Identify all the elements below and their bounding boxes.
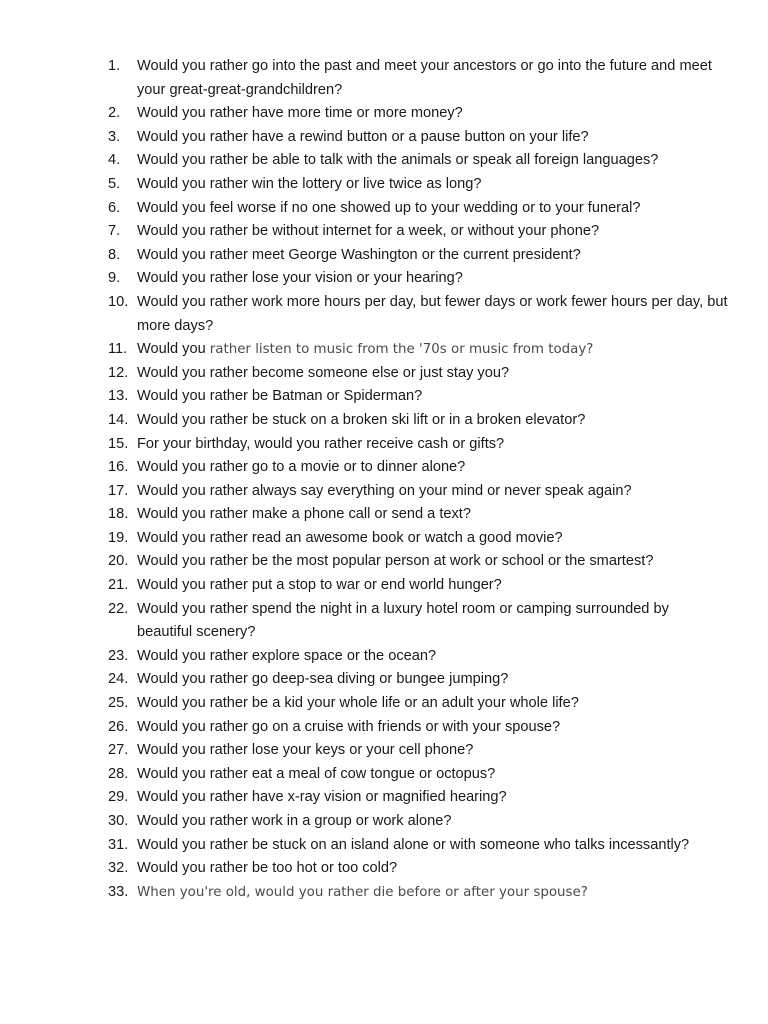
item-text: Would you rather go on a cruise with friends or with your spouse? bbox=[137, 718, 561, 735]
item-number: 22. bbox=[108, 600, 129, 617]
list-item bbox=[108, 126, 728, 150]
item-number: 26. bbox=[108, 718, 129, 735]
item-number: 10. bbox=[108, 293, 129, 310]
item-number: 23. bbox=[108, 647, 129, 664]
list-item bbox=[108, 527, 728, 551]
item-text: Would you rather read an awesome book or watch a good movie? bbox=[137, 529, 563, 546]
item-text: For your birthday, would you rather receive cash or gifts? bbox=[137, 435, 505, 452]
item-number: 19. bbox=[108, 529, 129, 546]
item-number: 12. bbox=[108, 364, 129, 381]
item-text: Would you rather explore space or the ocean? bbox=[137, 647, 437, 664]
item-text: Would you rather be without internet for a week, or without your phone? bbox=[137, 223, 600, 240]
list-item bbox=[108, 244, 728, 268]
item-text: Would you rather be Batman or Spiderman? bbox=[137, 388, 423, 405]
list-item bbox=[108, 645, 728, 669]
item-number: 32. bbox=[108, 860, 129, 877]
list-item bbox=[108, 716, 728, 740]
item-text: Would you rather work in a group or work alone? bbox=[137, 813, 452, 829]
list-item bbox=[108, 456, 728, 480]
list-item bbox=[108, 763, 728, 787]
item-text: Would you rather win the lottery or live twice as long? bbox=[137, 175, 482, 192]
list-item bbox=[108, 881, 728, 905]
item-number: 20. bbox=[108, 553, 129, 570]
list-item bbox=[108, 385, 728, 409]
item-number: 27. bbox=[108, 742, 129, 759]
item-number: 11. bbox=[108, 341, 128, 358]
list-item bbox=[108, 362, 728, 386]
item-text: Would you rather eat a meal of cow tongue or octopus? bbox=[137, 765, 496, 782]
item-text-part-alt-font: rather listen to music from the '70s or music from today? bbox=[209, 342, 594, 358]
item-number: 14. bbox=[108, 411, 129, 428]
item-number: 1. bbox=[108, 58, 121, 74]
list-item bbox=[108, 267, 728, 291]
item-number: 33. bbox=[108, 883, 129, 900]
item-number: 16. bbox=[108, 459, 129, 476]
item-text: Would you rather be the most popular person at work or school or the smartest? bbox=[137, 553, 654, 570]
list-item bbox=[108, 739, 728, 763]
item-text bbox=[137, 341, 593, 357]
item-number: 5. bbox=[108, 175, 121, 192]
item-text: Would you rather be stuck on a broken ski lift or in a broken elevator? bbox=[137, 411, 586, 428]
list-item bbox=[108, 102, 728, 126]
question-list bbox=[108, 55, 728, 904]
item-text: Would you rather make a phone call or send a text? bbox=[137, 506, 471, 523]
item-text: Would you rather lose your vision or your hearing? bbox=[137, 270, 463, 287]
list-item bbox=[108, 598, 728, 645]
item-number: 31. bbox=[108, 836, 129, 853]
list-item bbox=[108, 480, 728, 504]
item-text: Would you rather be a kid your whole life or an adult your whole life? bbox=[137, 695, 579, 712]
list-item bbox=[108, 834, 728, 858]
item-number: 25. bbox=[108, 695, 129, 712]
item-number: 21. bbox=[108, 577, 129, 594]
item-text: Would you rather go deep-sea diving or bungee jumping? bbox=[137, 671, 509, 688]
item-text: When you're old, would you rather die before or after your spouse? bbox=[137, 884, 588, 900]
list-item bbox=[108, 409, 728, 433]
item-number: 13. bbox=[108, 388, 129, 405]
list-item bbox=[108, 55, 728, 102]
item-number: 17. bbox=[108, 482, 129, 499]
item-number: 9. bbox=[108, 270, 121, 287]
list-item bbox=[108, 668, 728, 692]
list-item bbox=[108, 149, 728, 173]
item-number: 18. bbox=[108, 506, 129, 523]
list-item bbox=[108, 550, 728, 574]
list-item bbox=[108, 291, 728, 338]
list-item bbox=[108, 786, 728, 810]
list-item bbox=[108, 692, 728, 716]
item-number: 28. bbox=[108, 765, 129, 782]
item-text: Would you rather be stuck on an island alone or with someone who talks incessantly? bbox=[137, 836, 690, 853]
item-text-part: Would you bbox=[137, 341, 210, 358]
item-text: Would you rather have x-ray vision or magnified hearing? bbox=[137, 789, 507, 806]
item-text: Would you rather work more hours per day, but fewer days or work fewer hours per day, but more days? bbox=[137, 293, 728, 334]
list-item bbox=[108, 338, 728, 362]
list-item bbox=[108, 173, 728, 197]
item-text: Would you rather be able to talk with the animals or speak all foreign languages? bbox=[137, 152, 659, 169]
item-text: Would you rather lose your keys or your cell phone? bbox=[137, 742, 474, 759]
item-text: Would you rather spend the night in a luxury hotel room or camping surrounded by beautiful scenery? bbox=[137, 600, 669, 641]
list-item bbox=[108, 433, 728, 457]
item-number: 7. bbox=[108, 223, 121, 240]
list-item bbox=[108, 857, 728, 881]
item-text: Would you rather become someone else or just stay you? bbox=[137, 364, 510, 381]
item-number: 30. bbox=[108, 813, 129, 829]
list-item bbox=[108, 503, 728, 527]
item-text: Would you rather go into the past and meet your ancestors or go into the future and meet your great-great-grandchildren? bbox=[137, 58, 712, 98]
item-number: 2. bbox=[108, 105, 121, 122]
item-number: 15. bbox=[108, 435, 129, 452]
list-item bbox=[108, 197, 728, 221]
item-text: Would you feel worse if no one showed up to your wedding or to your funeral? bbox=[137, 199, 641, 216]
item-text: Would you rather have a rewind button or a pause button on your life? bbox=[137, 128, 589, 145]
list-item bbox=[108, 574, 728, 598]
item-number: 8. bbox=[108, 246, 121, 263]
item-number: 6. bbox=[108, 199, 121, 216]
list-item bbox=[108, 810, 728, 834]
item-text: Would you rather go to a movie or to dinner alone? bbox=[137, 459, 466, 476]
item-text: Would you rather always say everything on your mind or never speak again? bbox=[137, 482, 632, 499]
list-item bbox=[108, 220, 728, 244]
item-text: Would you rather be too hot or too cold? bbox=[137, 860, 398, 877]
item-text: Would you rather meet George Washington or the current president? bbox=[137, 246, 581, 263]
item-text: Would you rather have more time or more money? bbox=[137, 105, 463, 122]
item-number: 29. bbox=[108, 789, 129, 806]
item-number: 3. bbox=[108, 128, 121, 145]
item-number: 24. bbox=[108, 671, 129, 688]
item-text: Would you rather put a stop to war or end world hunger? bbox=[137, 577, 502, 594]
item-number: 4. bbox=[108, 152, 121, 169]
